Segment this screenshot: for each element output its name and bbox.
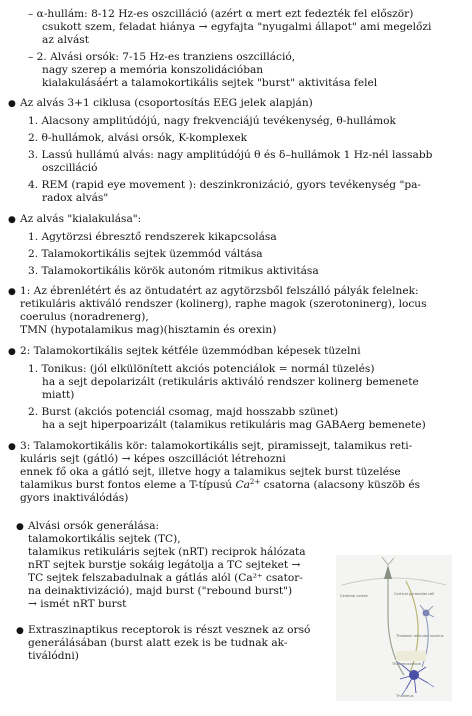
text-line: retikuláris aktiváló rendszer (kolinerg), raphe magok (szerotoninerg), locus	[20, 298, 427, 310]
text-line: 2. Burst (akciós potenciál csomag, majd hosszabb szünet)	[28, 406, 339, 418]
text-line: gyors inaktiválódás)	[20, 492, 129, 504]
text-line: 2. θ-hullámok, alvási orsók, K-komplexek	[28, 132, 248, 144]
bullet-icon: ●	[8, 287, 16, 297]
text-segment: talamikus burst fontos eleme a T-típusú	[20, 479, 236, 491]
calcium-charge: 2+	[249, 478, 261, 486]
text-line: csukott szem, feladat hiánya → egyfajta "nyugalmi állapot" ami megelőzi	[42, 21, 432, 33]
text-line: talamokortikális sejtek (TC),	[28, 533, 181, 545]
text-line: 1. Tonikus: (jól elkülönített akciós potenciálok = normál tüzelés)	[28, 363, 375, 375]
text-line: oszcilláció	[42, 162, 98, 174]
text-line: – α-hullám: 8-12 Hz-es oszcilláció (azért α mert ezt fedezték fel először)	[28, 8, 414, 20]
text-line: nagy szerep a memória konszolidációban	[42, 64, 264, 76]
figure-label-pyramidal: Cortical pyramidal cell	[394, 592, 435, 596]
text-line: ha a sejt hiperpoarizált (talamikus retikuláris mag GABAerg bemenete)	[42, 419, 426, 431]
figure-label-thalamus: Thalamus	[396, 694, 414, 698]
text-line: tiválódni)	[28, 650, 79, 662]
text-line: kuláris sejt (gátló) → képes oszcillációt létrehozni	[20, 453, 286, 465]
text-line: radox alvás"	[42, 192, 109, 204]
calcium-symbol: Ca	[235, 479, 250, 491]
bullet-icon: ●	[16, 522, 24, 532]
text-line: 1. Alacsony amplitúdójú, nagy frekvenciájú tevékenység, θ-hullámok	[28, 115, 396, 127]
text-line-ca-channel	[20, 479, 420, 492]
figure-label-tc: Thalamocortical	[392, 662, 421, 666]
text-segment: csatorna (alacsony küszöb és	[260, 479, 421, 491]
thalamic-region	[396, 651, 426, 661]
text-line: kialakulásáért a talamokortikális sejtek "burst" aktivitása felel	[42, 77, 378, 89]
text-line: nRT sejtek burstje sokáig legátolja a TC sejteket →	[28, 559, 301, 571]
text-line: 3. Lassú hullámú alvás: nagy amplitúdójú θ és δ–hullámok 1 Hz-nél lassabb	[28, 149, 433, 161]
text-line: talamikus retikuláris sejtek (nRT) reciprok hálózata	[28, 546, 306, 558]
bullet-icon: ●	[8, 347, 16, 357]
text-line: Az alvás 3+1 ciklusa (csoportosítás EEG jelek alapján)	[20, 97, 313, 109]
text-line: 1. Agytörzsi ébresztő rendszerek kikapcsolása	[28, 231, 277, 243]
text-line: ennek fő oka a gátló sejt, illetve hogy a talamikus sejtek burst tüzelése	[20, 466, 401, 478]
thalamocortical-circuit-figure	[336, 555, 452, 701]
text-line: generálásában (burst alatt ezek is be tudnak ak-	[28, 637, 288, 649]
text-line: Extraszinaptikus receptorok is részt vesznek az orsó	[28, 624, 311, 636]
figure-label-nrt: Thalamic reticular nucleus	[396, 634, 444, 638]
text-line: TC sejtek felszabadulnak a gátlás alól (Ca²⁺ csator-	[28, 572, 303, 584]
text-line: → ismét nRT burst	[28, 598, 127, 610]
text-line: 4. REM (rapid eye movement ): deszinkronizáció, gyors tevékenység "pa-	[28, 179, 422, 191]
bullet-icon: ●	[8, 215, 16, 225]
figure-label-cortex: Cerebral cortex	[340, 594, 368, 598]
text-line: 1: Az ébrenlétért és az öntudatért az agytörzsből felszálló pályák felelnek:	[20, 285, 419, 297]
text-line: 2. Talamokortikális sejtek üzemmód váltása	[28, 248, 263, 260]
text-line: Az alvás "kialakulása":	[20, 213, 142, 225]
text-line: Alvási orsók generálása:	[28, 520, 160, 532]
text-line: coerulus (noradrenerg),	[20, 311, 149, 323]
text-line: TMN (hypotalamikus mag)(hisztamin és orexin)	[20, 324, 277, 336]
bullet-icon: ●	[16, 626, 24, 636]
text-line: ha a sejt depolarizált (retikuláris aktiváló rendszer kolinerg bemenete	[42, 376, 419, 388]
text-line: – 2. Alvási orsók: 7-15 Hz-es tranziens oszcilláció,	[28, 51, 296, 63]
bullet-icon: ●	[8, 99, 16, 109]
figure-background	[336, 555, 452, 701]
text-line: 3: Talamokortikális kör: talamokortikális sejt, piramissejt, talamikus reti-	[20, 440, 413, 452]
text-line: 3. Talamokortikális körök autonóm ritmikus aktivitása	[28, 265, 319, 277]
bullet-icon: ●	[8, 442, 16, 452]
text-line: az alvást	[42, 34, 89, 46]
text-line: na deinaktivizáció), majd burst ("rebound burst")	[28, 585, 293, 597]
text-line: 2: Talamokortikális sejtek kétféle üzemmódban képesek tüzelni	[20, 345, 361, 357]
text-line: miatt)	[42, 389, 75, 401]
